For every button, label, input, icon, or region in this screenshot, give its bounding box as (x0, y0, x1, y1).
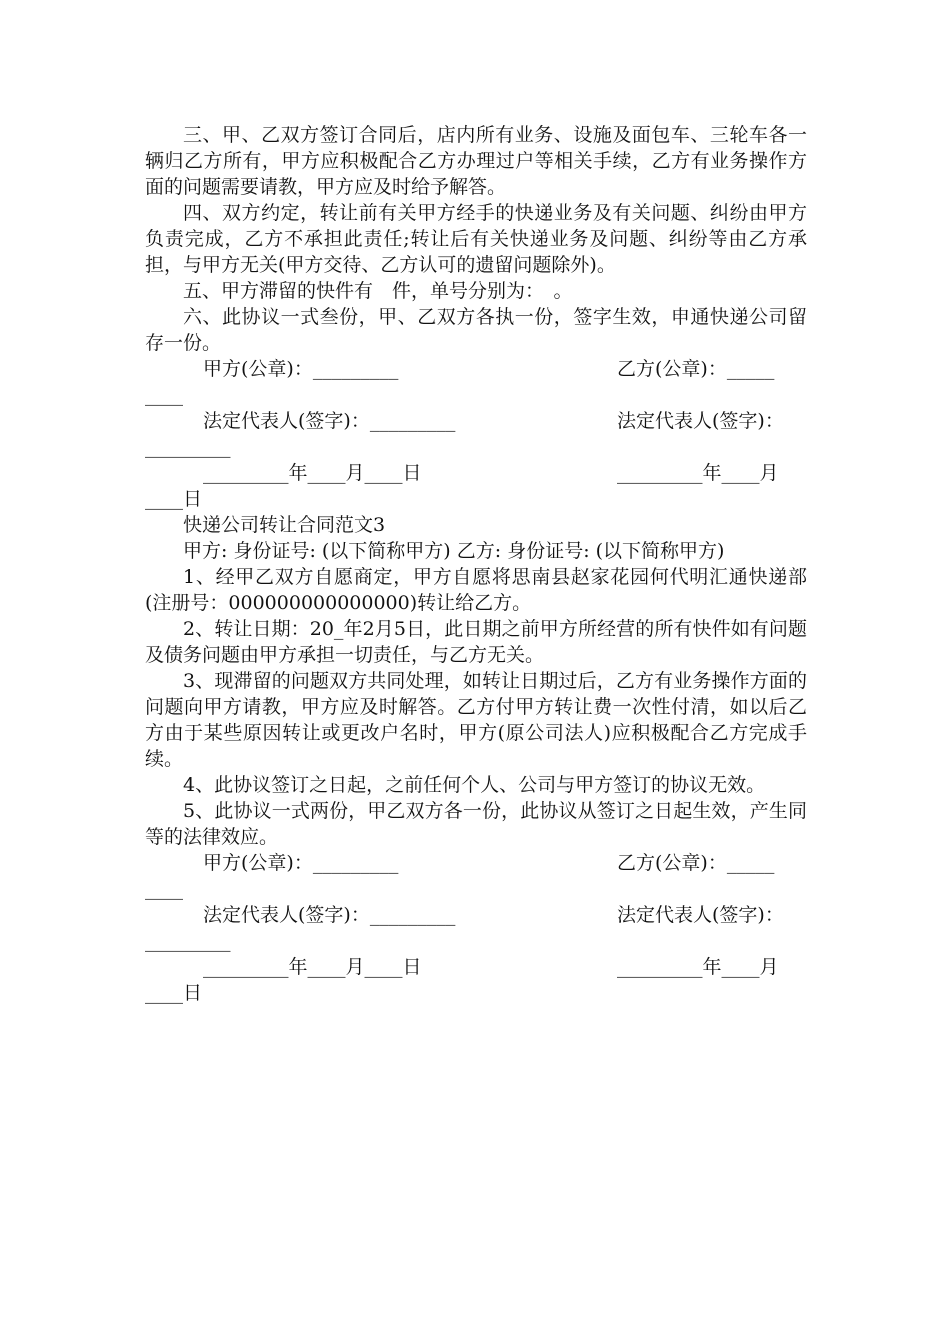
clause-5: 五、甲方滞留的快件有 件，单号分别为： 。 (183, 280, 573, 302)
date-line (145, 460, 807, 486)
item-2: 2、转让日期：20_年2月5日，此日期之前甲方所经营的所有快件如有问题及债务问题由甲方承担一切责任，与乙方无关。 (145, 618, 807, 666)
party-b-seal: 乙方(公章)：_____ (617, 852, 775, 874)
seal-line (145, 356, 807, 382)
party-a-representative: 法定代表人(签字)：_________ (203, 410, 456, 432)
party-a-seal: 甲方(公章)：_________ (203, 358, 399, 380)
party-b-representative-continuation: _________ (145, 436, 231, 458)
party-b-date-continuation: ____日 (145, 982, 203, 1004)
item-4: 4、此协议签订之日起，之前任何个人、公司与甲方签订的协议无效。 (183, 774, 766, 796)
clause-6: 六、此协议一式叁份，甲、乙双方各执一份，签字生效，申通快递公司留存一份。 (145, 306, 807, 354)
item-5: 5、此协议一式两份，甲乙双方各一份，此协议从签订之日起生效，产生同等的法律效应。 (145, 800, 807, 848)
party-b-representative: 法定代表人(签字)： (617, 904, 784, 926)
date-line (145, 954, 807, 980)
party-b-date-continuation: ____日 (145, 488, 203, 510)
party-b-seal: 乙方(公章)：_____ (617, 358, 775, 380)
signature-block-2 (145, 850, 807, 1006)
party-b-seal-continuation: ____ (145, 878, 183, 900)
party-b-representative-continuation: _________ (145, 930, 231, 952)
party-b-date: _________年____月 (617, 462, 779, 484)
clause-4: 四、双方约定，转让前有关甲方经手的快递业务及有关问题、纠纷由甲方负责完成，乙方不承担此责任;转让后有关快递业务及问题、纠纷等由乙方承担，与甲方无关(甲方交待、乙方认可的遗留问题除外)。 (145, 202, 807, 276)
item-1: 1、经甲乙双方自愿商定，甲方自愿将思南县赵家花园何代明汇通快递部(注册号：000000000000000)转让给乙方。 (145, 566, 807, 614)
party-b-date: _________年____月 (617, 956, 779, 978)
representative-line (145, 408, 807, 434)
section-title: 快递公司转让合同范文3 (183, 514, 386, 536)
party-a-date: _________年____月____日 (203, 956, 422, 978)
party-a-date: _________年____月____日 (203, 462, 422, 484)
contract-document (145, 122, 807, 1006)
party-b-representative: 法定代表人(签字)： (617, 410, 784, 432)
representative-line (145, 902, 807, 928)
party-a-representative: 法定代表人(签字)：_________ (203, 904, 456, 926)
party-b-seal-continuation: ____ (145, 384, 183, 406)
seal-line (145, 850, 807, 876)
signature-block-1 (145, 356, 807, 512)
item-3: 3、现滞留的问题双方共同处理，如转让日期过后，乙方有业务操作方面的问题向甲方请教，甲方应及时解答。乙方付甲方转让费一次性付清，如以后乙方由于某些原因转让或更改户名时，甲方(原公司法人)应积极配合乙方完成手续。 (145, 670, 807, 770)
parties-line: 甲方: 身份证号: (以下简称甲方) 乙方: 身份证号: (以下简称甲方) (183, 540, 725, 562)
party-a-seal: 甲方(公章)：_________ (203, 852, 399, 874)
clause-3: 三、甲、乙双方签订合同后，店内所有业务、设施及面包车、三轮车各一辆归乙方所有，甲方应积极配合乙方办理过户等相关手续，乙方有业务操作方面的问题需要请教，甲方应及时给予解答。 (145, 124, 807, 198)
